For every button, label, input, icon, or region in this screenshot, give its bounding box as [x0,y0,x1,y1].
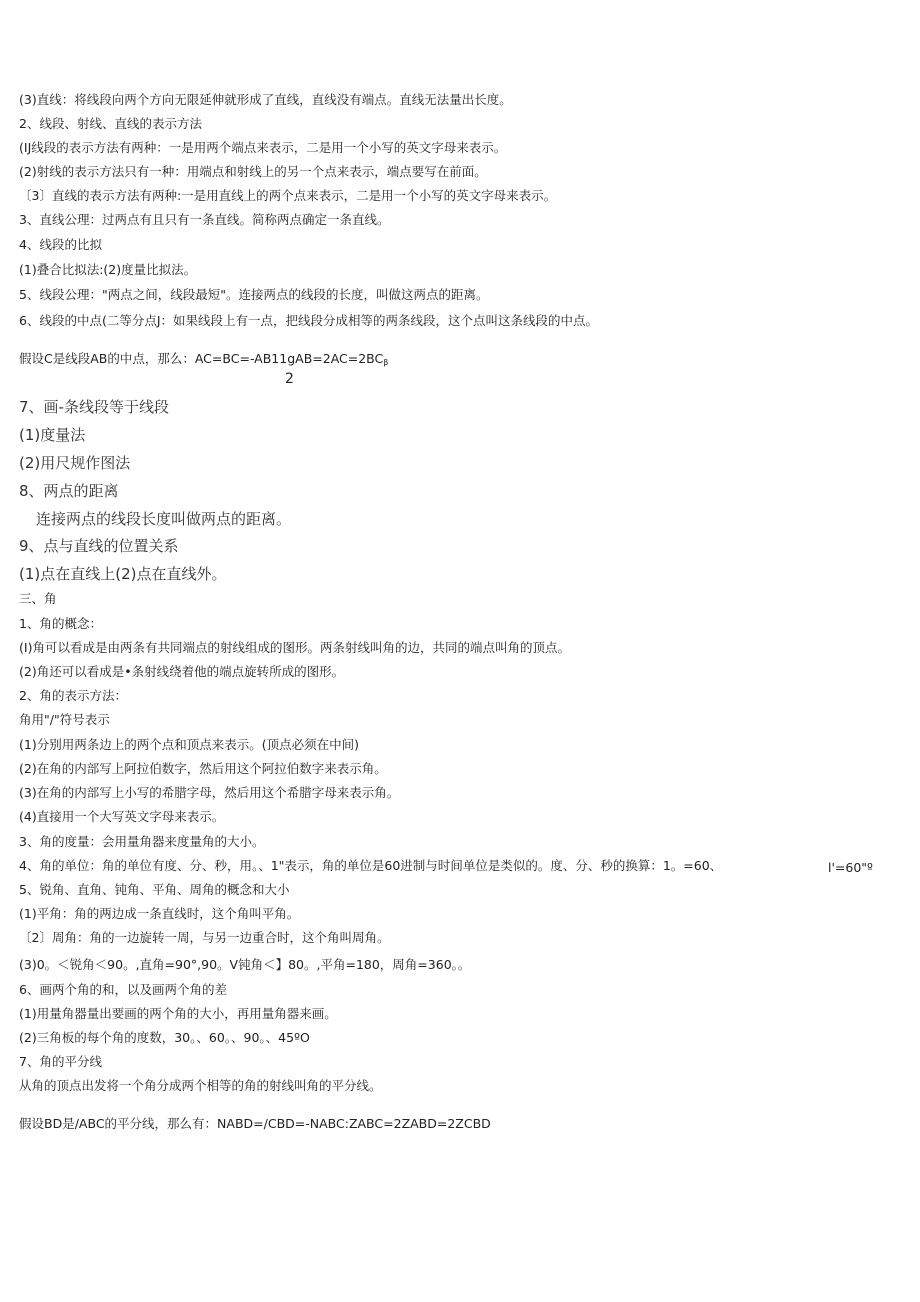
midpoint-subscript: β [383,358,389,367]
section-heading: 4、线段的比拟 [19,237,102,252]
section-heading: 7、画-条线段等于线段 [19,398,169,416]
section-heading: 2、角的表示方法： [19,688,127,703]
fraction-denominator: 2 [285,371,294,387]
section-heading: 2、线段、射线、直线的表示方法 [19,116,202,131]
midpoint-formula-text: 假设C是线段AB的中点，那么：AC=BC=-AB11gAB=2AC=2BC [19,351,384,366]
midpoint-formula [19,351,388,371]
text-line: (1)叠合比拟法:(2)度量比拟法。 [19,262,197,277]
text-line: 6、线段的中点(二等分点J：如果线段上有一点，把线段分成相等的两条线段，这个点叫这条线段的中点。 [19,313,599,328]
text-line: 〔3〕直线的表示方法有两种:一是用直线上的两个点来表示，二是用一个小写的英文字母来表示。 [19,188,557,203]
text-line: (1)平角：角的两边成一条直线时，这个角叫平角。 [19,906,300,921]
text-line: 3、角的度量：会用量角器来度量角的大小。 [19,834,265,849]
text-line: (2)三角板的每个角的度数，30。、60。、90。、45ºO [19,1030,310,1045]
text-line: (IJ线段的表示方法有两种：一是用两个端点来表示，二是用一个小写的英文字母来表示。 [19,140,507,155]
text-line: (4)直接用一个大写英文字母来表示。 [19,809,225,824]
text-line: (3)直线：将线段向两个方向无限延伸就形成了直线，直线没有端点。直线无法量出长度。 [19,92,512,107]
text-line: 5、线段公理："两点之间，线段最短"。连接两点的线段的长度，叫做这两点的距离。 [19,287,489,302]
text-line: 角用"/"符号表示 [19,712,110,727]
text-line: (2)用尺规作图法 [19,454,131,472]
section-heading: 5、锐角、直角、钝角、平角、周角的概念和大小 [19,882,290,897]
section-heading: 6、画两个角的和，以及画两个角的差 [19,982,227,997]
unit-conversion-tail: l'=60"º [828,860,873,875]
text-line: 从角的顶点出发将一个角分成两个相等的角的射线叫角的平分线。 [19,1078,382,1093]
section-heading: 7、角的平分线 [19,1054,102,1069]
text-line: (1)度量法 [19,426,86,444]
section-heading: 8、两点的距离 [19,482,119,500]
bisector-formula: 假设BD是/ABC的平分线，那么有：NABD=/CBD=-NABC:ZABC=2ZABD=2ZCBD [19,1116,491,1131]
text-line: 〔2〕周角：角的一边旋转一周，与另一边重合时，这个角叫周角。 [19,930,390,945]
text-line: (2)角还可以看成是•条射线绕着他的端点旋转所成的图形。 [19,664,345,679]
section-heading: 1、角的概念： [19,616,102,631]
text-line: (1)分别用两条边上的两个点和顶点来表示。(顶点必须在中间) [19,737,359,752]
text-line: (1)点在直线上(2)点在直线外。 [19,565,227,583]
chapter-heading: 三、角 [19,591,57,606]
text-line: (2)射线的表示方法只有一种：用端点和射线上的另一个点来表示，端点要写在前面。 [19,164,487,179]
text-line: (I)角可以看成是由两条有共同端点的射线组成的图形。两条射线叫角的边，共同的端点叫角的顶点。 [19,640,570,655]
text-line: 4、角的单位：角的单位有度、分、秒，用。、1"表示，角的单位是60进制与时间单位是类似的。度、分、秒的换算：1。=60、 [19,858,723,873]
text-line: 连接两点的线段长度叫做两点的距离。 [36,510,292,528]
text-line: (1)用量角器量出要画的两个角的大小，再用量角器来画。 [19,1006,337,1021]
text-line: (3)0。＜锐角＜90。,直角=90°,90。V钝角＜】80。,平角=180，周角=360。。 [19,957,471,972]
section-heading: 9、点与直线的位置关系 [19,537,179,555]
text-line: (2)在角的内部写上阿拉伯数字，然后用这个阿拉伯数字来表示角。 [19,761,387,776]
text-line: (3)在角的内部写上小写的希腊字母，然后用这个希腊字母来表示角。 [19,785,400,800]
text-line: 3、直线公理：过两点有且只有一条直线。简称两点确定一条直线。 [19,212,390,227]
